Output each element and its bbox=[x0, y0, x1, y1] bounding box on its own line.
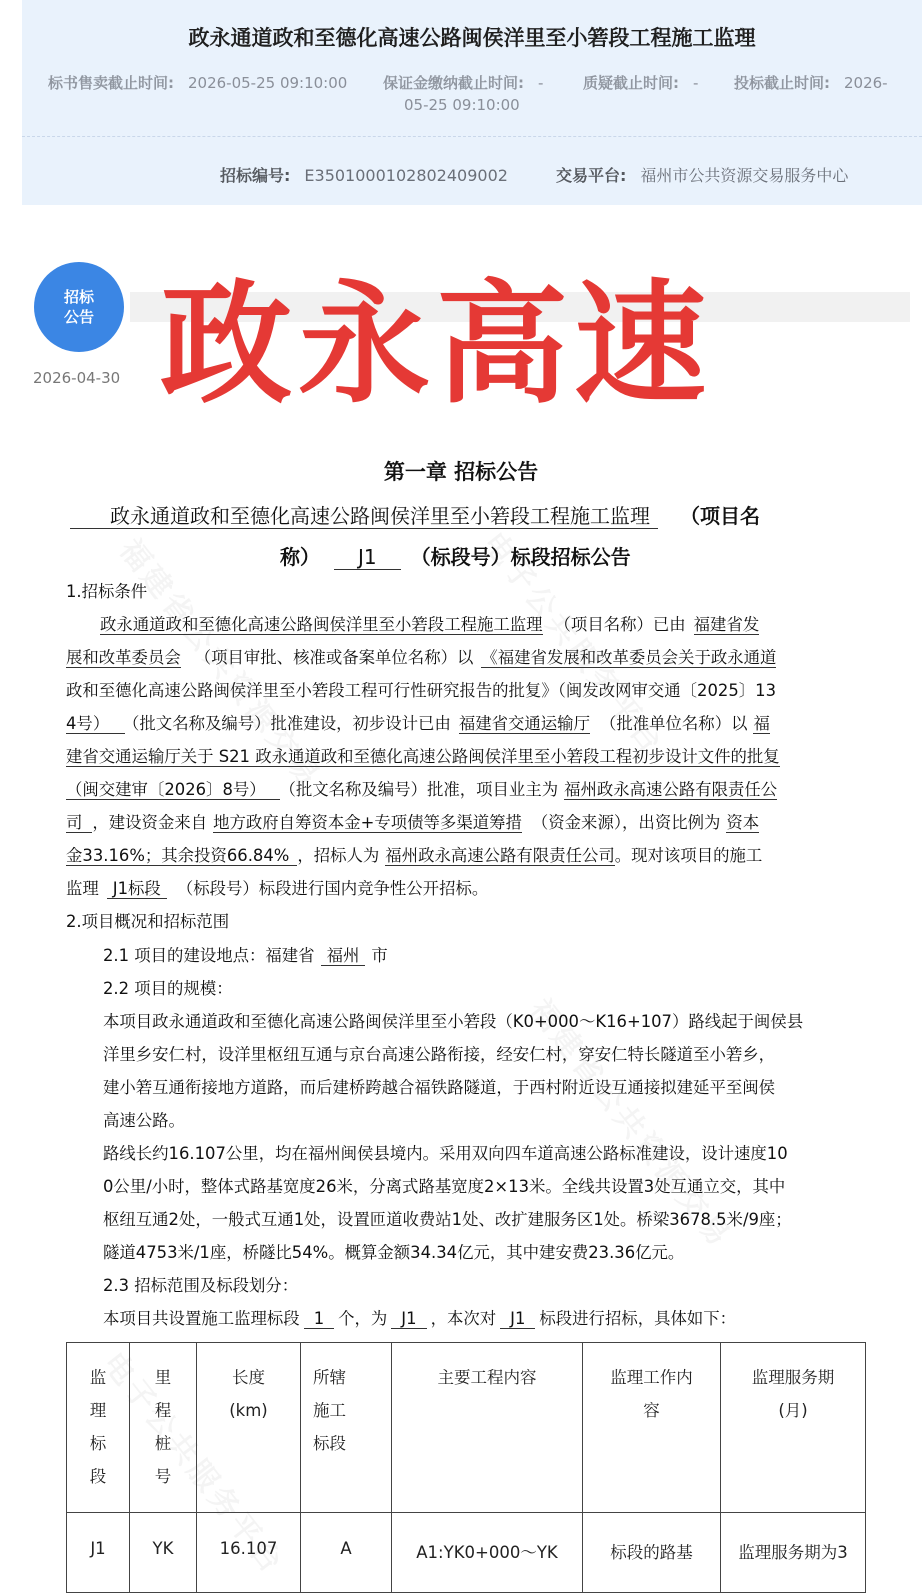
s1-l1-a: 政永通道政和至德化高速公路闽侯洋里至小箬段工程施工监理 bbox=[100, 615, 543, 634]
bid-deadline-value-cont: 05-25 09:10:00 bbox=[404, 96, 520, 114]
sale-deadline bbox=[48, 72, 347, 93]
s23-d: 标段进行招标，具体如下： bbox=[539, 1309, 737, 1328]
bid-deadline bbox=[734, 72, 888, 93]
s1-l5-a: 建省交通运输厅关于 S21 政永通道政和至德化高速公路闽侯洋里至小箬段工程初步设计文件的批复 bbox=[66, 747, 780, 766]
s1-line-9 bbox=[66, 875, 488, 899]
s1-l4-e: 福 bbox=[753, 714, 770, 733]
s23-seg: J1 bbox=[391, 1309, 426, 1329]
cell-service-period: 监理服务期为3 bbox=[721, 1513, 866, 1593]
s1-l6-c: 福州政永高速公路有限责任公 bbox=[564, 780, 778, 799]
scale-line-1: 本项目政永通道政和至德化高速公路闽侯洋里至小箬段（K0+000～K16+107）路线起于闽侯县 bbox=[103, 1012, 804, 1031]
subtitle-line-2 bbox=[70, 541, 870, 570]
s1-l9-a: 监理 bbox=[66, 879, 99, 898]
scale-line-8: 隧道4753米/1座，桥隧比54%。概算金额34.34亿元，其中建安费23.36亿元。 bbox=[103, 1243, 685, 1262]
th-chainage: 里 程 桩 号 bbox=[130, 1343, 197, 1513]
table-header-row bbox=[67, 1343, 866, 1513]
cell-construction-section: A bbox=[301, 1513, 392, 1593]
trade-platform-value[interactable]: 福州市公共资源交易服务中心 bbox=[640, 166, 849, 185]
tender-announcement-badge bbox=[34, 262, 124, 352]
scale-line-2: 洋里乡安仁村，设洋里枢纽互通与京台高速公路衔接，经安仁村，穿安仁特长隧道至小箬乡， bbox=[103, 1045, 776, 1064]
s1-l8-b: ，招标人为 bbox=[297, 846, 380, 865]
s1-line-7 bbox=[66, 809, 759, 833]
th-supervision-scope: 监理工作内 容 bbox=[583, 1343, 721, 1513]
scale-line-5: 路线长约16.107公里，均在福州闽侯县境内。采用双向四车道高速公路标准建设，设计速度10 bbox=[103, 1144, 788, 1163]
s1-line-4 bbox=[66, 710, 770, 734]
s2-location bbox=[103, 942, 388, 966]
sale-deadline-label: 标书售卖截止时间: bbox=[48, 74, 174, 92]
s21-b: 市 bbox=[371, 946, 388, 965]
s1-l7-e: 资本 bbox=[726, 813, 760, 832]
s1-l7-d: （资金来源），出资比例为 bbox=[531, 813, 721, 832]
scale-line-4: 高速公路。 bbox=[103, 1111, 185, 1130]
tender-code-label: 招标编号: bbox=[220, 166, 291, 185]
th-construction-section: 所辖 施工 标段 bbox=[301, 1343, 392, 1513]
banner-headline: 政永高速 bbox=[160, 268, 712, 422]
s1-l2-c: 《福建省发展和改革委员会关于政永通道 bbox=[481, 648, 777, 667]
s1-l9-b: J1标段 bbox=[107, 879, 167, 899]
s23-seg2: J1 bbox=[500, 1309, 535, 1329]
subtitle-project-name: 政永通道政和至德化高速公路闽侯洋里至小箬段工程施工监理 bbox=[70, 504, 658, 529]
query-deadline-value: - bbox=[693, 74, 699, 92]
s2-scope-heading: 2.3 招标范围及标段划分： bbox=[103, 1276, 299, 1295]
section-bidding-conditions bbox=[66, 578, 866, 908]
th-service-period: 监理服务期 (月) bbox=[721, 1343, 866, 1513]
s1-l7-b: ，建设资金来自 bbox=[92, 813, 208, 832]
cell-main-works: A1:YK0+000～YK bbox=[392, 1513, 583, 1593]
cell-supervision-scope: 标段的路基 bbox=[583, 1513, 721, 1593]
s1-l7-a: 司 bbox=[66, 813, 92, 833]
s1-line-5 bbox=[66, 743, 780, 767]
query-deadline-label: 质疑截止时间: bbox=[583, 74, 679, 92]
header-divider bbox=[22, 136, 922, 137]
s1-l6-b: （批文名称及编号）批准，项目业主为 bbox=[287, 780, 559, 799]
cell-length: 16.107 bbox=[197, 1513, 301, 1593]
s1-l1-c: 福建省发 bbox=[693, 615, 760, 634]
s1-l4-c: 福建省交通运输厅 bbox=[458, 714, 590, 733]
project-title: 政永通道政和至德化高速公路闽侯洋里至小箬段工程施工监理 bbox=[188, 26, 756, 50]
scale-line-7: 枢纽互通2处，一般式互通1处，设置匝道收费站1处、改扩建服务区1处。桥梁3678.5米/9座； bbox=[103, 1210, 792, 1229]
s2-scope-text bbox=[103, 1305, 736, 1329]
s1-l6-a: （闽交建审〔2026〕8号） bbox=[66, 780, 280, 800]
bid-deadline-value: 2026- bbox=[844, 74, 888, 92]
subtitle-segment: J1 bbox=[334, 545, 401, 570]
s1-l9-c: （标段号）标段进行国内竞争性公开招标。 bbox=[176, 879, 489, 898]
query-deadline bbox=[583, 72, 698, 93]
s1-l2-a: 展和改革委员会 bbox=[66, 648, 181, 667]
badge-line-1: 招标 bbox=[63, 288, 94, 306]
th-section: 监 理 标 段 bbox=[67, 1343, 130, 1513]
s23-c: ，本次对 bbox=[430, 1309, 497, 1328]
s1-l8-d: 。现对该项目的施工 bbox=[614, 846, 763, 865]
section-project-overview bbox=[66, 908, 866, 1333]
chapter-heading: 第一章 招标公告 bbox=[383, 460, 539, 484]
subtitle-line2-b: （标段号）标段招标公告 bbox=[410, 545, 631, 569]
subtitle-name-suffix: （项目名 bbox=[680, 504, 760, 528]
s1-line-3 bbox=[66, 677, 776, 701]
s1-line-2 bbox=[66, 644, 776, 668]
tender-code bbox=[220, 163, 508, 186]
th-length: 长度 (km) bbox=[197, 1343, 301, 1513]
s1-line-1 bbox=[100, 611, 759, 635]
s1-l4-d: （批准单位名称）以 bbox=[599, 714, 748, 733]
section1-heading: 1.招标条件 bbox=[66, 582, 148, 601]
trade-platform-label: 交易平台: bbox=[556, 166, 627, 185]
subtitle-line2-a: 称） bbox=[280, 545, 320, 569]
scale-line-3: 建小箬互通衔接地方道路，而后建桥跨越合福铁路隧道，于西村附近设互通接拟建延平至闽侯 bbox=[103, 1078, 776, 1097]
s23-count: 1 bbox=[304, 1309, 334, 1329]
th-main-works: 主要工程内容 bbox=[392, 1343, 583, 1513]
s1-l8-c: 福州政永高速公路有限责任公司 bbox=[385, 846, 615, 865]
section2-heading: 2.项目概况和招标范围 bbox=[66, 912, 230, 931]
bid-deadline-label: 投标截止时间: bbox=[734, 74, 830, 92]
s1-l4-a: 4号） bbox=[66, 714, 125, 734]
s21-city: 福州 bbox=[321, 946, 366, 966]
s1-l4-b: （批文名称及编号）批准建设，初步设计已由 bbox=[131, 714, 451, 733]
s1-l1-b: （项目名称）已由 bbox=[554, 615, 686, 634]
s21-a: 2.1 项目的建设地点：福建省 bbox=[103, 946, 315, 965]
s1-l3-a: 政和至德化高速公路闽侯洋里至小箬段工程可行性研究报告的批复》（闽发改网审交通〔2025〕13 bbox=[66, 681, 776, 700]
cell-section: J1 bbox=[67, 1513, 130, 1593]
tender-code-value: E3501000102802409002 bbox=[304, 166, 508, 185]
subtitle-line-1 bbox=[70, 500, 870, 529]
s2-scale-heading: 2.2 项目的规模： bbox=[103, 979, 233, 998]
deposit-deadline-value: - bbox=[538, 74, 544, 92]
s1-l8-a: 金33.16%；其余投资66.84% bbox=[66, 846, 297, 866]
bid-section-table bbox=[66, 1342, 866, 1593]
announcement-header bbox=[22, 0, 922, 205]
scale-line-6: 0公里/小时，整体式路基宽度26米，分离式路基宽度2×13米。全线共设置3处互通立交，其中 bbox=[103, 1177, 786, 1196]
s23-b: 个，为 bbox=[338, 1309, 388, 1328]
sale-deadline-value: 2026-05-25 09:10:00 bbox=[188, 74, 348, 92]
trade-platform bbox=[556, 163, 848, 186]
publish-date: 2026-04-30 bbox=[33, 369, 121, 387]
s1-l7-c: 地方政府自筹资本金+专项债等多渠道筹措 bbox=[213, 813, 522, 832]
deposit-deadline-label: 保证金缴纳截止时间: bbox=[383, 74, 524, 92]
s1-l2-b: （项目审批、核准或备案单位名称）以 bbox=[194, 648, 474, 667]
cell-chainage: YK bbox=[130, 1513, 197, 1593]
table-row bbox=[67, 1513, 866, 1593]
badge-line-2: 公告 bbox=[63, 308, 94, 326]
s1-line-8 bbox=[66, 842, 762, 866]
s23-a: 本项目共设置施工监理标段 bbox=[103, 1309, 300, 1328]
s1-line-6 bbox=[66, 776, 777, 800]
deposit-deadline bbox=[383, 72, 543, 93]
